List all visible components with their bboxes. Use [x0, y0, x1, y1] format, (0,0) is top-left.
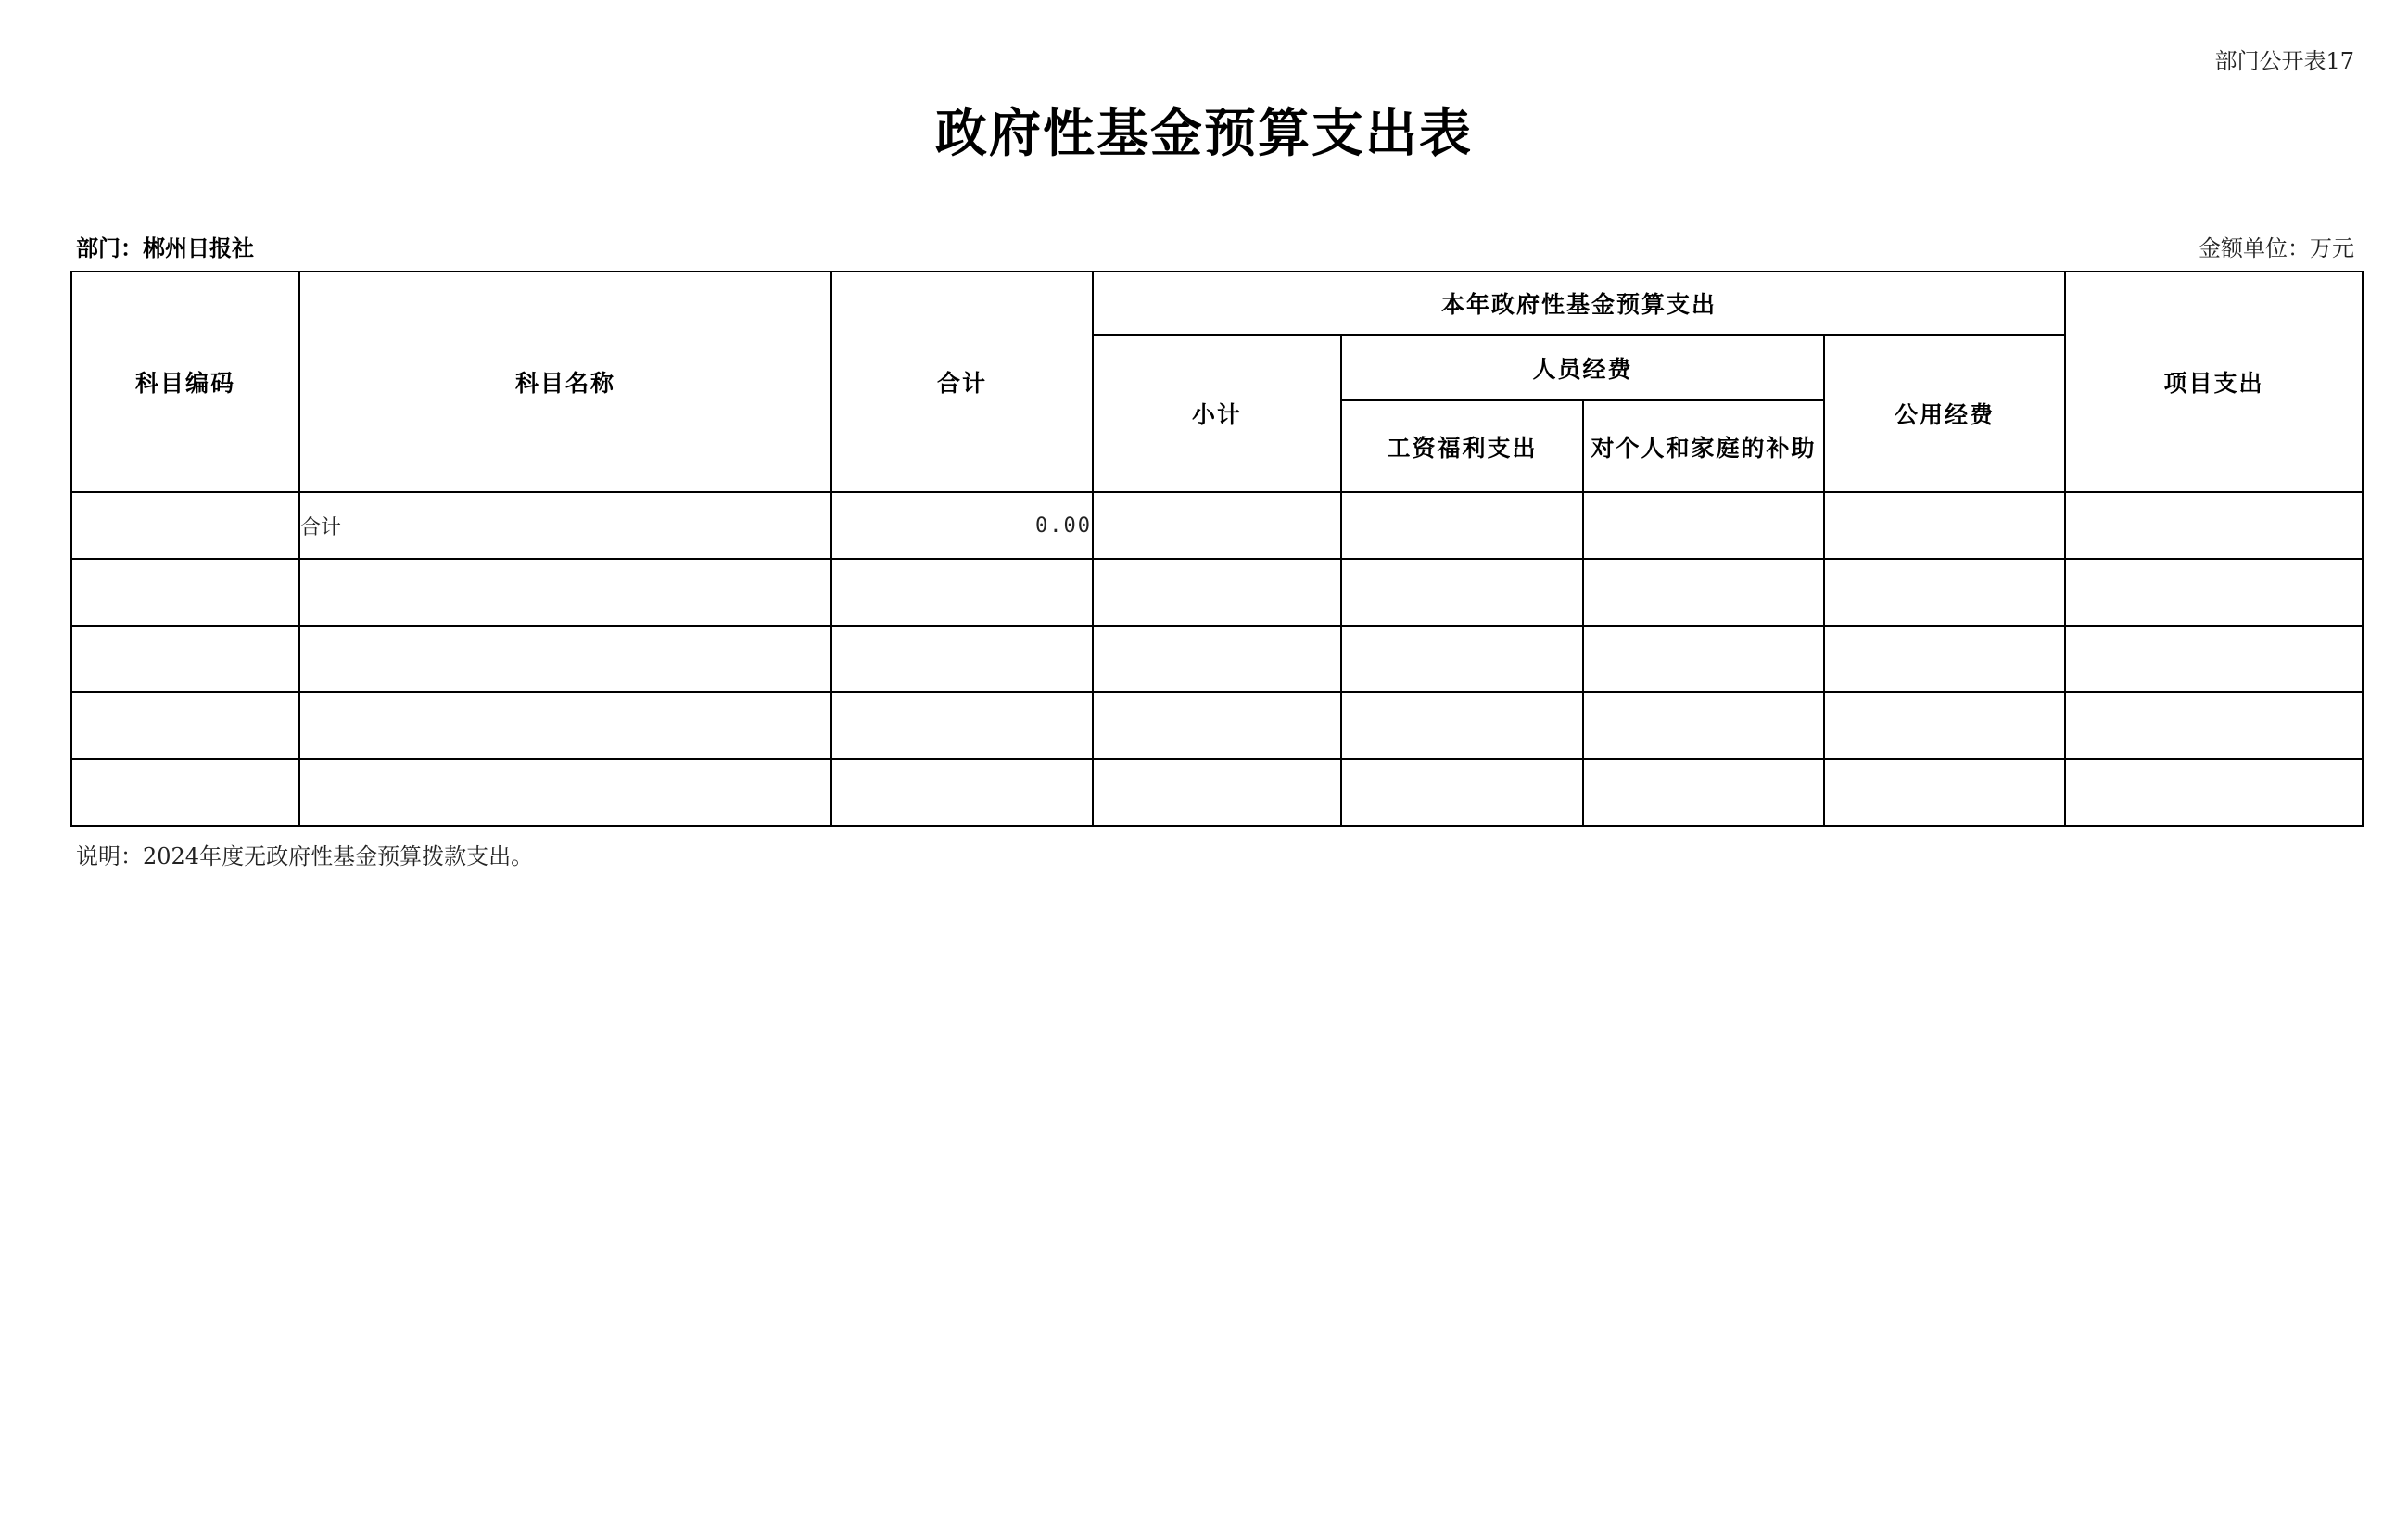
header-code: 科目编码: [71, 272, 299, 492]
cell-public: [1824, 626, 2065, 692]
cell-subtotal: [1093, 759, 1341, 826]
cell-salary: [1341, 492, 1583, 559]
cell-subsidy: [1583, 692, 1824, 759]
table-row: [71, 692, 2363, 759]
cell-total: [831, 692, 1093, 759]
cell-subsidy: [1583, 492, 1824, 559]
cell-subtotal: [1093, 492, 1341, 559]
table-row: [71, 626, 2363, 692]
cell-subsidy: [1583, 759, 1824, 826]
table-row: [71, 492, 2363, 559]
table-row: [71, 559, 2363, 626]
cell-project: [2065, 492, 2363, 559]
cell-code: [71, 492, 299, 559]
cell-subtotal: [1093, 692, 1341, 759]
cell-project: [2065, 759, 2363, 826]
cell-subsidy: [1583, 626, 1824, 692]
budget-table: [70, 271, 2364, 827]
department-label: 部门：郴州日报社: [76, 235, 254, 261]
cell-project: [2065, 626, 2363, 692]
cell-total: [831, 626, 1093, 692]
header-public: 公用经费: [1824, 335, 2065, 492]
header-current-year-group: 本年政府性基金预算支出: [1093, 272, 2065, 335]
header-salary: 工资福利支出: [1341, 400, 1583, 492]
cell-total: [831, 759, 1093, 826]
cell-name: [299, 559, 831, 626]
cell-salary: [1341, 626, 1583, 692]
cell-subtotal: [1093, 626, 1341, 692]
cell-public: [1824, 759, 2065, 826]
cell-salary: [1341, 759, 1583, 826]
footnote: 说明：2024年度无政府性基金预算拨款支出。: [76, 843, 534, 869]
cell-subtotal: [1093, 559, 1341, 626]
cell-salary: [1341, 559, 1583, 626]
header-total: 合计: [831, 272, 1093, 492]
header-name: 科目名称: [299, 272, 831, 492]
table-row: [71, 759, 2363, 826]
header-personnel: 人员经费: [1341, 335, 1824, 400]
header-project: 项目支出: [2065, 272, 2363, 492]
header-subsidy: 对个人和家庭的补助: [1583, 400, 1824, 492]
cell-name: 合计: [299, 492, 831, 559]
form-number: 部门公开表17: [2214, 48, 2354, 74]
page-title: 政府性基金预算支出表: [935, 103, 1473, 164]
cell-name: [299, 759, 831, 826]
cell-name: [299, 626, 831, 692]
cell-public: [1824, 492, 2065, 559]
amount-unit-label: 金额单位：万元: [2199, 235, 2354, 261]
cell-public: [1824, 692, 2065, 759]
cell-code: [71, 559, 299, 626]
cell-project: [2065, 559, 2363, 626]
cell-code: [71, 759, 299, 826]
cell-public: [1824, 559, 2065, 626]
cell-project: [2065, 692, 2363, 759]
header-subtotal: 小计: [1093, 335, 1341, 492]
cell-code: [71, 692, 299, 759]
cell-total: [831, 559, 1093, 626]
cell-subsidy: [1583, 559, 1824, 626]
cell-name: [299, 692, 831, 759]
cell-code: [71, 626, 299, 692]
cell-total: 0.00: [831, 492, 1093, 559]
cell-salary: [1341, 692, 1583, 759]
